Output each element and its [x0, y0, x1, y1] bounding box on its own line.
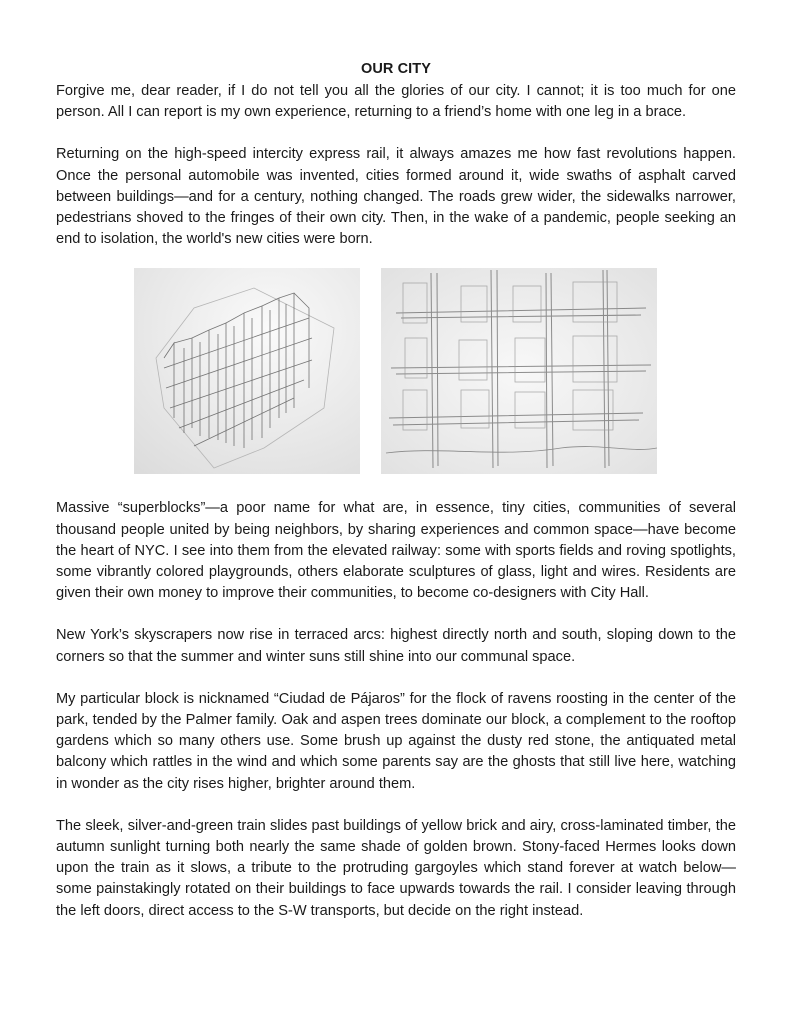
- paragraph-gap: [56, 123, 736, 144]
- paragraph-gap: [56, 604, 736, 625]
- superblock-sketch-image: [134, 268, 360, 474]
- paragraph-gap: [56, 795, 736, 816]
- paragraph-gap: [56, 668, 736, 689]
- paragraph-6: The sleek, silver-and-green train slides past buildings of yellow brick and airy, cross-laminated timber, the autumn sunlight turning both nearly the same shade of golden brown. Stony-faced Hermes looks down upon the train as it slows, a tribute to the protruding gargoyles which stand forever at watch below—some painstakingly rotated on their buildings to face upwards towards the rail. I consider leaving through the left doors, direct access to the S-W transports, but decide on the right instead.: [56, 817, 736, 919]
- document-page: [56, 58, 736, 922]
- paragraph-1: Forgive me, dear reader, if I do not tell you all the glories of our city. I cannot; it is too much for one person. All I can report is my own experience, returning to a friend’s home with one leg in a brace.: [56, 83, 736, 121]
- sketch-grid-icon: [381, 268, 657, 474]
- paragraph-4: New York’s skyscrapers now rise in terraced arcs: highest directly north and south, sloping down to the corners so that the summer and winter suns still shine into our communal space.: [56, 627, 736, 665]
- grid-plan-sketch-image: [381, 268, 657, 474]
- paragraph-5: My particular block is nicknamed “Ciudad de Pájaros” for the flock of ravens roosting in the center of the park, tended by the Palmer family. Oak and aspen trees dominate our block, a complement to the rooftop gardens which so many others use. Some brush up against the dusty red stone, the antiquated metal balcony which rattles in the wind and which some parents say are the ghosts that still live here, watching in wonder as the city rises higher, brighter around them.: [56, 690, 736, 792]
- figure-row: [56, 268, 736, 474]
- document-title: OUR CITY: [360, 61, 432, 77]
- paragraph-3: Massive “superblocks”—a poor name for what are, in essence, tiny cities, communities of several thousand people united by being neighbors, by sharing experiences and common space—have become the heart of NYC. I see into them from the elevated railway: some with sports fields and roving spotlights, some vibrantly colored playgrounds, others elaborate sculptures of glass, light and wires. Residents are given their own money to improve their communities, to become co-designers with City Hall.: [56, 500, 736, 602]
- sketch-perspective-icon: [134, 268, 360, 474]
- paragraph-2: Returning on the high-speed intercity express rail, it always amazes me how fast revolutions happen. Once the personal automobile was invented, cities formed around it, wide swaths of asphalt carved between buildings—and for a century, nothing changed. The roads grew wider, the sidewalks narrower, pedestrians shoved to the fringes of their own city. Then, in the wake of a pandemic, people seeking an end to isolation, the world's new cities were born.: [56, 146, 736, 248]
